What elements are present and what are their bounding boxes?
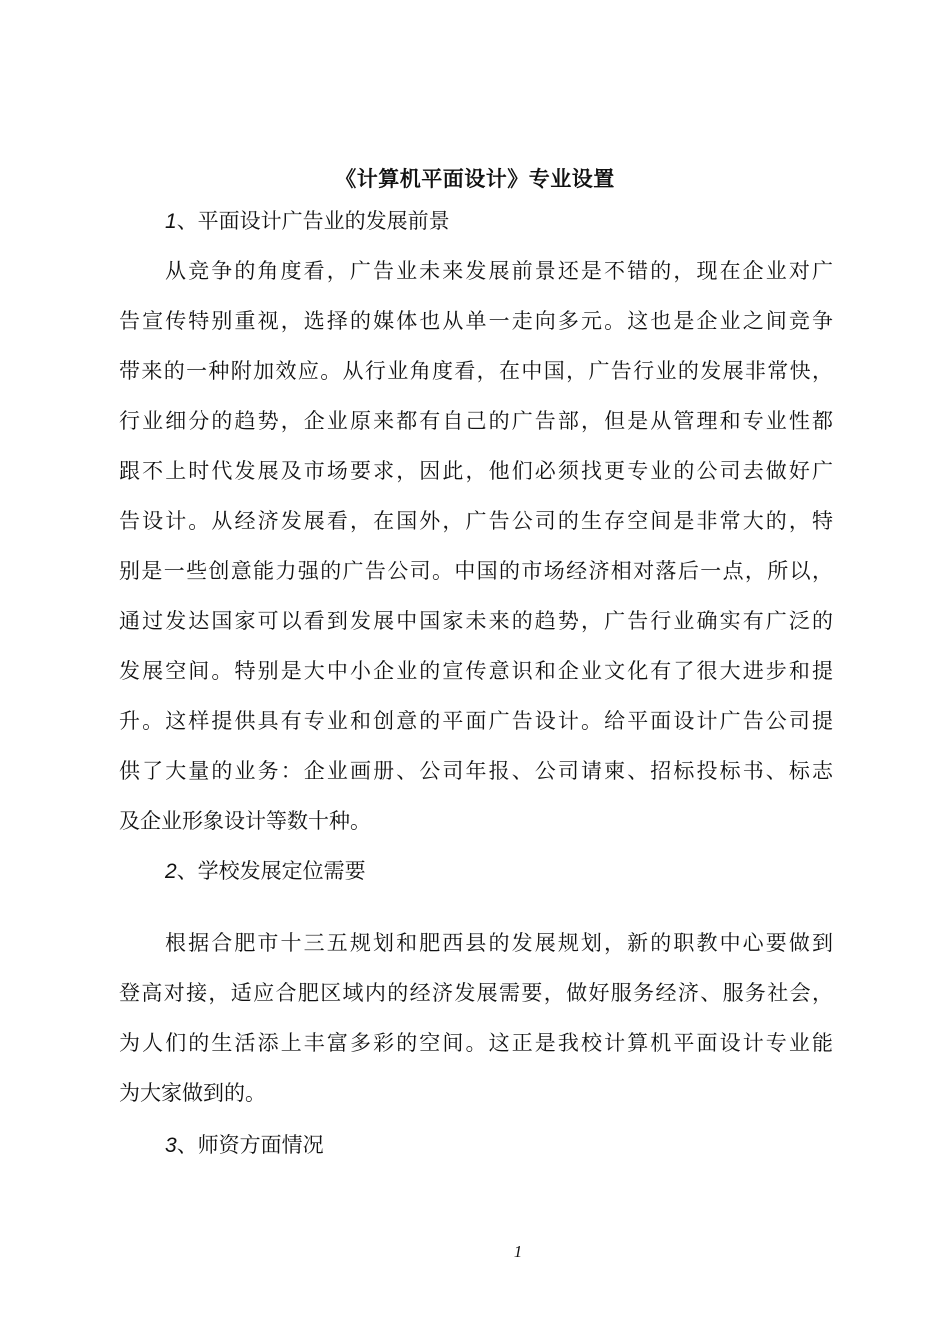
- section-heading-1-text: 、平面设计广告业的发展前景: [176, 209, 450, 233]
- document-title: 《计算机平面设计》专业设置: [335, 167, 615, 191]
- paragraph-line: 通过发达国家可以看到发展中国家未来的趋势，广告行业确实有广泛的: [119, 609, 833, 633]
- paragraph-line: 发展空间。特别是大中小企业的宣传意识和企业文化有了很大进步和提: [119, 659, 833, 683]
- section-2-paragraph: [119, 918, 833, 1118]
- section-heading-2: [165, 854, 366, 889]
- section-heading-3-text: 、师资方面情况: [176, 1133, 324, 1157]
- section-heading-1: [165, 204, 450, 239]
- section-number-3: 3: [165, 1134, 177, 1157]
- paragraph-line: 供了大量的业务：企业画册、公司年报、公司请柬、招标投标书、标志: [119, 759, 833, 783]
- paragraph-line: 及企业形象设计等数十种。: [119, 809, 371, 833]
- paragraph-line: 登高对接，适应合肥区域内的经济发展需要，做好服务经济、服务社会，: [119, 981, 833, 1005]
- paragraph-line: 根据合肥市十三五规划和肥西县的发展规划，新的职教中心要做到: [165, 931, 833, 955]
- section-number-1: 1: [165, 210, 177, 233]
- section-1-paragraph: [119, 246, 833, 846]
- paragraph-line: 告宣传特别重视，选择的媒体也从单一走向多元。这也是企业之间竞争: [119, 309, 833, 333]
- paragraph-line: 为人们的生活添上丰富多彩的空间。这正是我校计算机平面设计专业能: [119, 1031, 833, 1055]
- paragraph-line: 升。这样提供具有专业和创意的平面广告设计。给平面设计广告公司提: [119, 709, 833, 733]
- paragraph-line: 行业细分的趋势，企业原来都有自己的广告部，但是从管理和专业性都: [119, 409, 833, 433]
- paragraph-line: 带来的一种附加效应。从行业角度看，在中国，广告行业的发展非常快，: [119, 359, 833, 383]
- paragraph-line: 从竞争的角度看，广告业未来发展前景还是不错的，现在企业对广: [165, 259, 833, 283]
- paragraph-line: 告设计。从经济发展看，在国外，广告公司的生存空间是非常大的，特: [119, 509, 833, 533]
- section-heading-2-text: 、学校发展定位需要: [176, 859, 366, 883]
- section-number-2: 2: [165, 860, 177, 883]
- paragraph-line: 跟不上时代发展及市场要求，因此，他们必须找更专业的公司去做好广: [119, 459, 833, 483]
- paragraph-line: 为大家做到的。: [119, 1081, 266, 1105]
- section-heading-3: [165, 1128, 324, 1163]
- page-number: 1: [513, 1242, 523, 1261]
- paragraph-line: 别是一些创意能力强的广告公司。中国的市场经济相对落后一点，所以，: [119, 559, 833, 583]
